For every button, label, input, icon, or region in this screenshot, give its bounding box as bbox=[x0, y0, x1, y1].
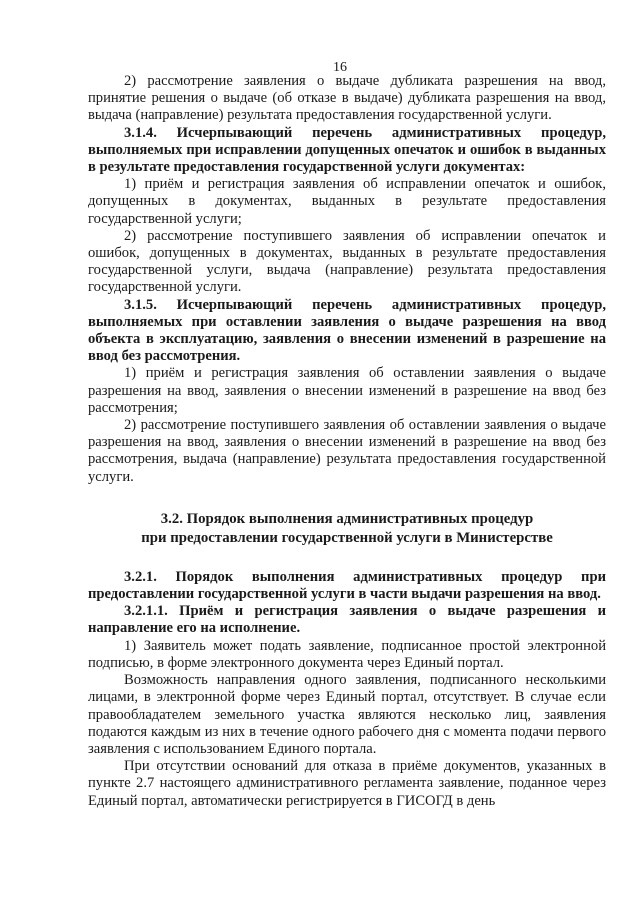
subsection-heading: 3.2.1.1. Приём и регистрация заявления о выдаче разрешения и направление его на исполнение. bbox=[88, 603, 606, 637]
paragraph: Возможность направления одного заявления, подписанного несколькими лицами, в электронной форме через Единый портал, отсутствует. В случае если правообладателем земельного участка являются несколько лиц, заявления подаются каждым из них в течение одного рабочего дня с момента подачи первого заявления с использованием Единого портала. bbox=[88, 672, 606, 757]
list-item: 1) приём и регистрация заявления об исправлении опечаток и ошибок, допущенных в документах, выданных в результате предоставления государственной услуги; bbox=[88, 176, 606, 227]
list-item: 1) приём и регистрация заявления об оставлении заявления о выдаче разрешения на ввод, заявления о внесении изменений в разрешение на ввод без рассмотрения; bbox=[88, 365, 606, 416]
spacer bbox=[88, 549, 606, 569]
spacer bbox=[88, 486, 606, 510]
paragraph: 1) Заявитель может подать заявление, подписанное простой электронной подписью, в форме электронного документа через Единый портал. bbox=[88, 637, 606, 671]
list-item: 2) рассмотрение поступившего заявления об исправлении опечаток и ошибок, допущенных в документах, выданных в результате предоставления государственной услуги, выдача (направление) результата предоставления государственной услуги. bbox=[88, 227, 606, 296]
subsection-heading: 3.2.1. Порядок выполнения административных процедур при предоставлении государственной услуги в части выдачи разрешения на ввод. bbox=[88, 568, 606, 603]
section-title-line-2: при предоставлении государственной услуги в Министерстве bbox=[141, 530, 553, 547]
paragraph: 2) рассмотрение заявления о выдаче дубликата разрешения на ввод, принятие решения о выдаче (об отказе в выдаче) дубликата разрешения на ввод, выдача (направление) результата предоставления государственной услуги. bbox=[88, 73, 606, 124]
document-body bbox=[88, 73, 606, 810]
section-heading: 3.1.5. Исчерпывающий перечень административных процедур, выполняемых при оставлении заявления о выдаче разрешения на ввод объекта в эксплуатацию, заявления о внесении изменений в разрешение на ввод без рассмотрения. bbox=[88, 296, 606, 365]
page-number: 16 bbox=[333, 60, 347, 75]
section-title-line-1: 3.2. Порядок выполнения административных процедур bbox=[160, 510, 534, 527]
paragraph: При отсутствии оснований для отказа в приёме документов, указанных в пункте 2.7 настоящего административного регламента заявление, поданное через Единый портал, автоматически регистрируется в ГИСОГД в день bbox=[88, 758, 606, 809]
list-item: 2) рассмотрение поступившего заявления об оставлении заявления о выдаче разрешения на ввод, заявления о внесении изменений в разрешение на ввод без рассмотрения, выдача (направление) результата предоставления государственной услуги. bbox=[88, 417, 606, 485]
section-heading: 3.1.4. Исчерпывающий перечень административных процедур, выполняемых при исправлении допущенных опечаток и ошибок в выданных в результате предоставления государственной услуги документах: bbox=[88, 124, 606, 176]
